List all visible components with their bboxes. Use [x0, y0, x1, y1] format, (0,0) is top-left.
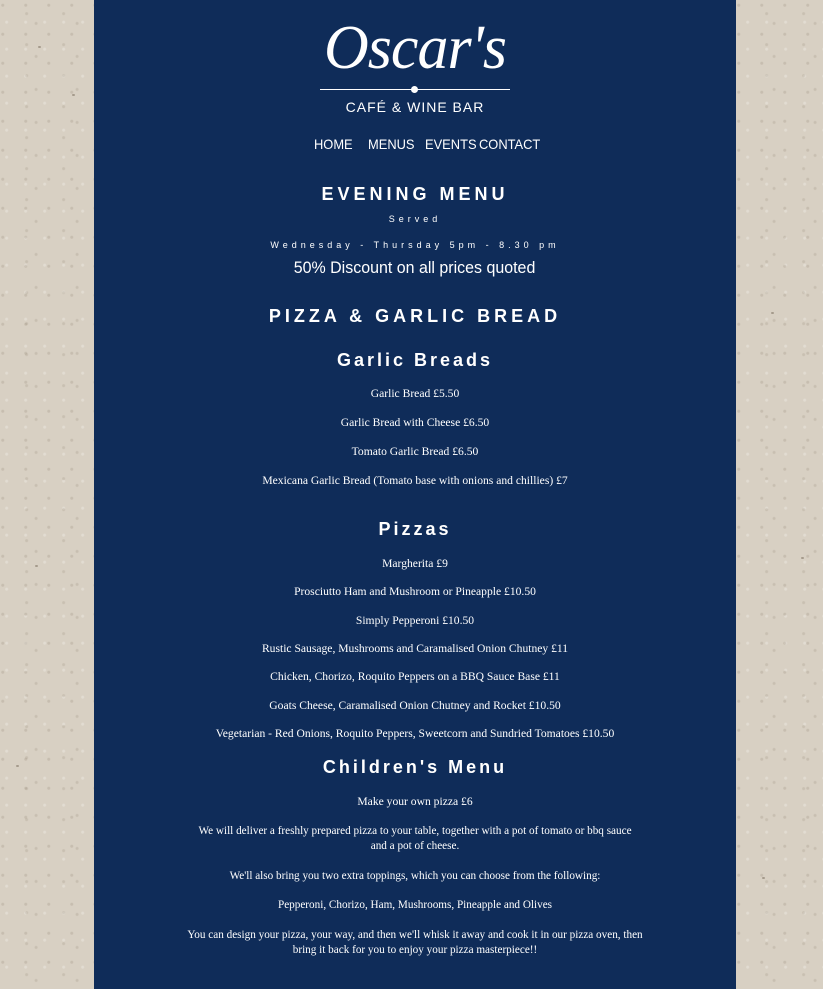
children-paragraph: We'll also bring you two extra toppings, which you can choose from the following:	[229, 870, 601, 882]
menu-item: Garlic Bread with Cheese £6.50	[340, 416, 490, 429]
menu-item: Chicken, Chorizo, Roquito Peppers on a BBQ Sauce Base £11	[270, 670, 560, 683]
pizza-garlic-title-section	[94, 306, 736, 327]
pizzas-section	[94, 519, 736, 540]
childrens-menu-heading: Children's Menu	[322, 757, 508, 777]
menu-item: Simply Pepperoni £10.50	[355, 614, 475, 627]
paper-fleck	[16, 765, 19, 767]
nav-contact-link[interactable]: CONTACT	[479, 136, 541, 152]
children-paragraph-line: bring it back for you to enjoy your pizza masterpiece!!	[292, 944, 538, 956]
menu-item: Garlic Bread £5.50	[370, 387, 460, 400]
children-paragraph-line: We will deliver a freshly prepared pizza to your table, together with a pot of tomato or bbq sauce	[198, 825, 632, 837]
logo-divider-dot	[411, 86, 418, 93]
paper-fleck	[38, 46, 41, 48]
served-label-section	[94, 214, 736, 224]
site-header	[94, 0, 736, 166]
paper-fleck	[762, 877, 765, 879]
paper-fleck	[801, 557, 804, 559]
menu-item: Tomato Garlic Bread £6.50	[351, 445, 479, 458]
toppings-list: Pepperoni, Chorizo, Ham, Mushrooms, Pineapple and Olives	[277, 899, 553, 911]
discount-section	[94, 258, 736, 278]
garlic-breads-section	[94, 350, 736, 371]
nav-events-link[interactable]: EVENTS	[425, 136, 477, 152]
menu-item: Goats Cheese, Caramalised Onion Chutney and Rocket £10.50	[269, 699, 561, 712]
served-label: Served	[388, 214, 442, 224]
menu-item: Prosciutto Ham and Mushroom or Pineapple £10.50	[294, 585, 536, 598]
served-times-section	[94, 240, 736, 250]
nav-menus-link[interactable]: MENUS	[368, 136, 415, 152]
menu-item: Vegetarian - Red Onions, Roquito Peppers, Sweetcorn and Sundried Tomatoes £10.50	[215, 727, 615, 740]
menu-panel	[94, 0, 736, 989]
paper-fleck	[35, 565, 38, 567]
childrens-menu-section	[94, 757, 736, 778]
garlic-breads-heading: Garlic Breads	[336, 350, 494, 370]
paper-fleck	[771, 312, 774, 314]
site-logo[interactable]	[316, 12, 514, 117]
pizzas-heading: Pizzas	[378, 519, 452, 539]
children-paragraph-line: You can design your pizza, your way, and then we'll whisk it away and cook it in our pizza oven, then	[187, 929, 643, 941]
served-times: Wednesday - Thursday 5pm - 8.30 pm	[270, 240, 560, 250]
paper-fleck	[72, 94, 75, 96]
evening-menu-header	[94, 184, 736, 205]
logo-subtitle: CAFÉ & WINE BAR	[345, 99, 485, 115]
menu-item: Rustic Sausage, Mushrooms and Caramalised Onion Chutney £11	[261, 642, 569, 655]
logo-wordmark: Oscar's	[324, 14, 506, 82]
pizza-garlic-bread-title: PIZZA & GARLIC BREAD	[268, 306, 562, 326]
menu-item: Margherita £9	[382, 557, 448, 570]
children-paragraph-line: and a pot of cheese.	[370, 840, 460, 852]
nav-home-link[interactable]: HOME	[314, 136, 353, 152]
main-navigation	[94, 136, 736, 154]
discount-text: 50% Discount on all prices quoted	[294, 258, 536, 277]
children-menu-item: Make your own pizza £6	[357, 795, 473, 808]
menu-item: Mexicana Garlic Bread (Tomato base with onions and chillies) £7	[262, 474, 568, 487]
evening-menu-title: EVENING MENU	[321, 184, 509, 204]
